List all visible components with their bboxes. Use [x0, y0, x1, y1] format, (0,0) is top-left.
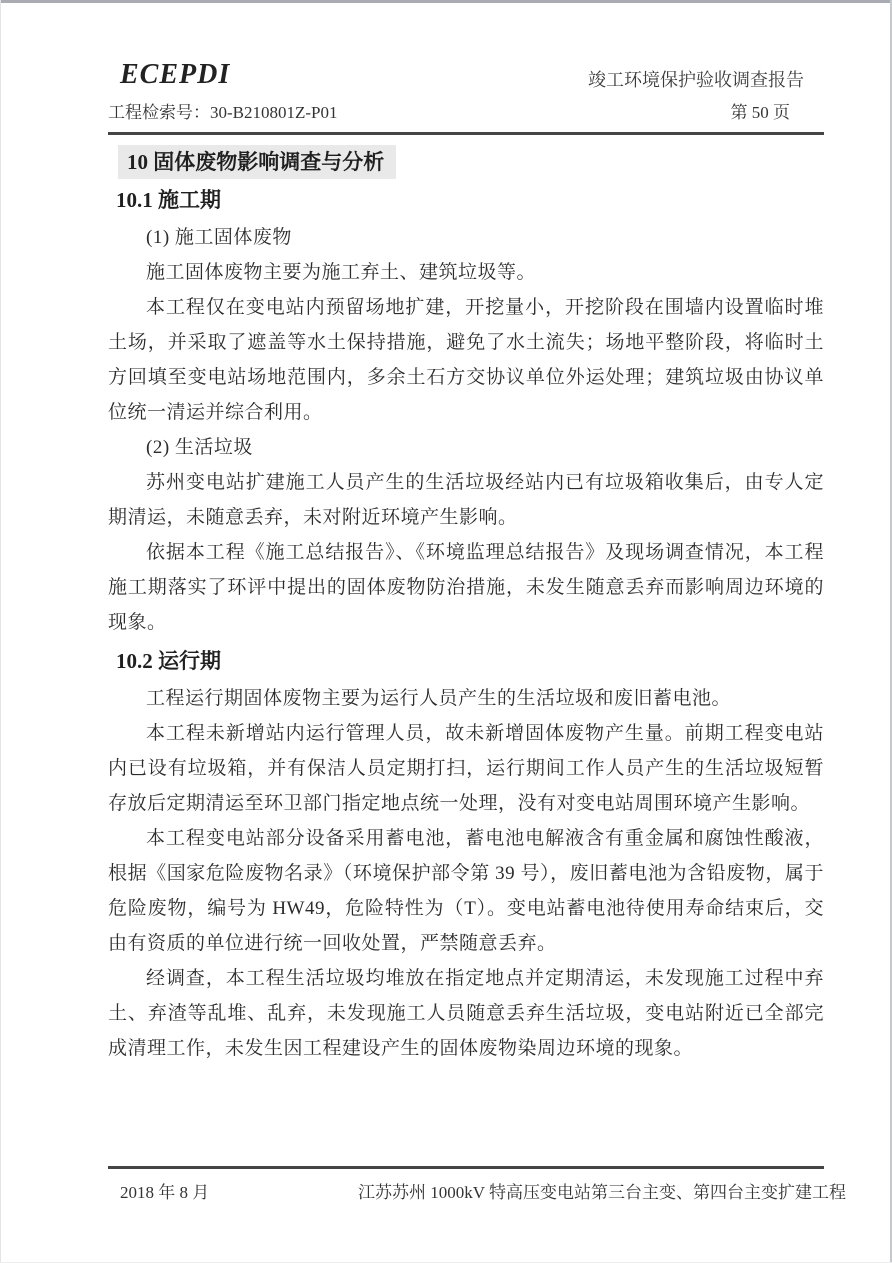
paragraph: 依据本工程《施工总结报告》、《环境监理总结报告》及现场调查情况，本工程施工期落实了环评中提出的固体废物防治措施，未发生随意丢弃而影响周边环境的现象。 — [108, 542, 824, 633]
page — [108, 0, 824, 1066]
paragraph: (2) 生活垃圾 — [146, 437, 253, 458]
document-body — [108, 145, 824, 1066]
paragraph: 经调查，本工程生活垃圾均堆放在指定地点并定期清运，未发现施工过程中弃土、弃渣等乱堆、乱弃，未发现施工人员随意丢弃生活垃圾，变电站附近已全部完成清理工作，未发生因工程建设产生的固体废物染周边环境的现象。 — [108, 968, 824, 1059]
chapter-heading: 10 固体废物影响调查与分析 — [118, 145, 396, 179]
report-title: 竣工环境保护验收调查报告 — [588, 70, 804, 90]
page-header — [108, 0, 824, 135]
paragraph: 苏州变电站扩建施工人员产生的生活垃圾经站内已有垃圾箱收集后，由专人定期清运，未随意丢弃，未对附近环境产生影响。 — [108, 472, 824, 528]
paragraph: (1) 施工固体废物 — [146, 227, 292, 248]
paragraph: 施工固体废物主要为施工弃土、建筑垃圾等。 — [146, 262, 537, 283]
header-row-1 — [108, 58, 824, 92]
company-logo: ECEPDI — [120, 59, 231, 90]
footer-project-name: 江苏苏州 1000kV 特高压变电站第三台主变、第四台主变扩建工程 — [358, 1183, 846, 1202]
section-heading-10-1: 10.1 施工期 — [116, 188, 221, 212]
chapter-heading-row — [108, 145, 824, 179]
section-heading-10-2: 10.2 运行期 — [116, 649, 221, 673]
header-rule — [108, 132, 824, 135]
header-row-2 — [108, 98, 824, 123]
paragraph: 本工程变电站部分设备采用蓄电池，蓄电池电解液含有重金属和腐蚀性酸液，根据《国家危险废物名录》（环境保护部令第 39 号），废旧蓄电池为含铅废物，属于危险废物，编号为 HW49，危险特性为（T）。变电站蓄电池待使用寿命结束后，交由有资质的单位进行统一回收处置，严禁随意丢弃。 — [108, 828, 824, 954]
project-index-number: 工程检索号：30-B210801Z-P01 — [108, 103, 338, 122]
page-number: 第 50 页 — [730, 103, 790, 122]
footer-date: 2018 年 8 月 — [120, 1183, 210, 1202]
paragraph: 本工程仅在变电站内预留场地扩建，开挖量小，开挖阶段在围墙内设置临时堆土场，并采取了遮盖等水土保持措施，避免了水土流失；场地平整阶段，将临时土方回填至变电站场地范围内，多余土石方交协议单位外运处理；建筑垃圾由协议单位统一清运并综合利用。 — [108, 297, 824, 423]
paragraph: 本工程未新增站内运行管理人员，故未新增固体废物产生量。前期工程变电站内已设有垃圾箱，并有保洁人员定期打扫，运行期间工作人员产生的生活垃圾短暂存放后定期清运至环卫部门指定地点统一处理，没有对变电站周围环境产生影响。 — [108, 723, 824, 814]
page-footer — [108, 1166, 846, 1203]
paragraph: 工程运行期固体废物主要为运行人员产生的生活垃圾和废旧蓄电池。 — [146, 688, 732, 709]
scan-edge-left — [0, 0, 1, 1263]
